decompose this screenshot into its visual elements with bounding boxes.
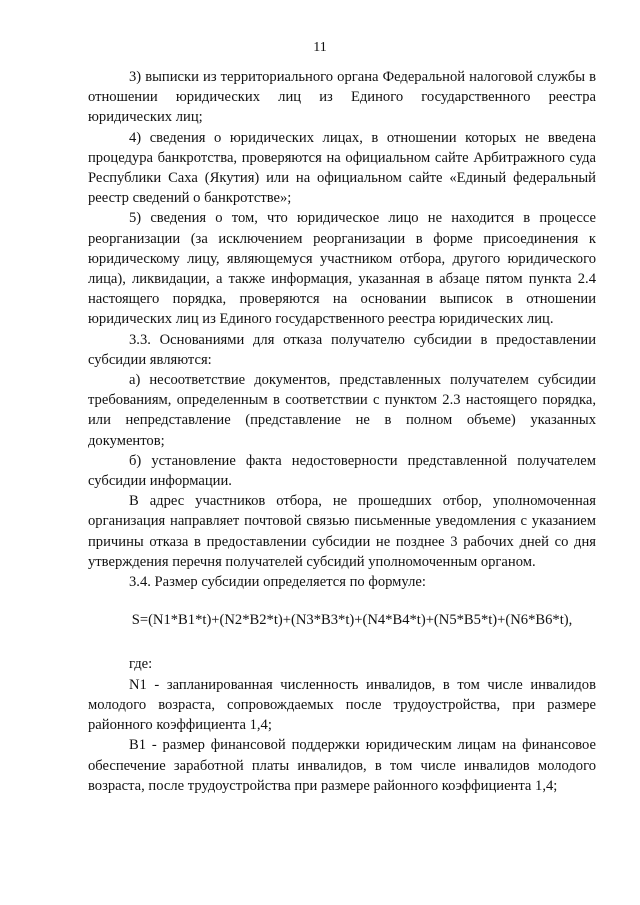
paragraph-notification: В адрес участников отбора, не прошедших отбор, уполномоченная организация направляет почтовой связью письменные уведомления с указанием причины отказа в предоставлении субсидии не позднее 3 рабочих дней со дня утверждения перечня получателей субсидий уполномоченным органом. [88,493,596,570]
paragraph-item-4: 4) сведения о юридических лицах, в отношении которых не введена процедура банкротства, проверяются на официальном сайте Арбитражного суда Республики Саха (Якутия) или на официальном сайте «Единый федеральный реестр сведений о банкротстве»; [88,129,596,207]
paragraph-item-3: 3) выписки из территориального органа Федеральной налоговой службы в отношении юридических лиц из Единого государственного реестра юридических лиц; [88,69,596,126]
definition-n1: N1 - запланированная численность инвалидов, в том числе инвалидов молодого возраста, сопровождаемых после трудоустройства, при размере районного коэффициента 1,4; [88,676,596,734]
paragraph-item-b: б) установление факта недостоверности представленной получателем субсидии информации. [88,452,596,490]
paragraph-section-3-3: 3.3. Основаниями для отказа получателю субсидии в предоставлении субсидии являются: [88,331,596,368]
paragraph-item-a: а) несоответствие документов, представленных получателем субсидии требованиям, определенным в соответствии с пунктом 2.3 настоящего порядка, или непредставление (представление не в полном объеме) указанных документов; [88,372,596,449]
paragraph-section-3-4: 3.4. Размер субсидии определяется по формуле: [129,574,426,591]
paragraph-item-5: 5) сведения о том, что юридическое лицо не находится в процессе реорганизации (за исключением реорганизации в форме присоединения к юридическому лицу, являющемуся участником отбора, другого юридического лица), ликвидации, а также информация, указанная в абзаце пятом пункта 2.4 настоящего порядка, проверяются на основании выписок в отношении юридических лиц из Единого государственного реестра юридических лиц. [88,210,596,328]
page-number: 11 [313,40,327,55]
where-label: где: [129,656,153,673]
document-body [88,67,596,796]
definition-b1: B1 - размер финансовой поддержки юридическим лицам на финансовое обеспечение заработной платы инвалидов, в том числе инвалидов молодого возраста, после трудоустройства при размере районного коэффициента 1,4; [88,737,596,794]
subsidy-formula: S=(N1*B1*t)+(N2*B2*t)+(N3*B3*t)+(N4*B4*t)+(N5*B5*t)+(N6*B6*t), [131,612,573,629]
